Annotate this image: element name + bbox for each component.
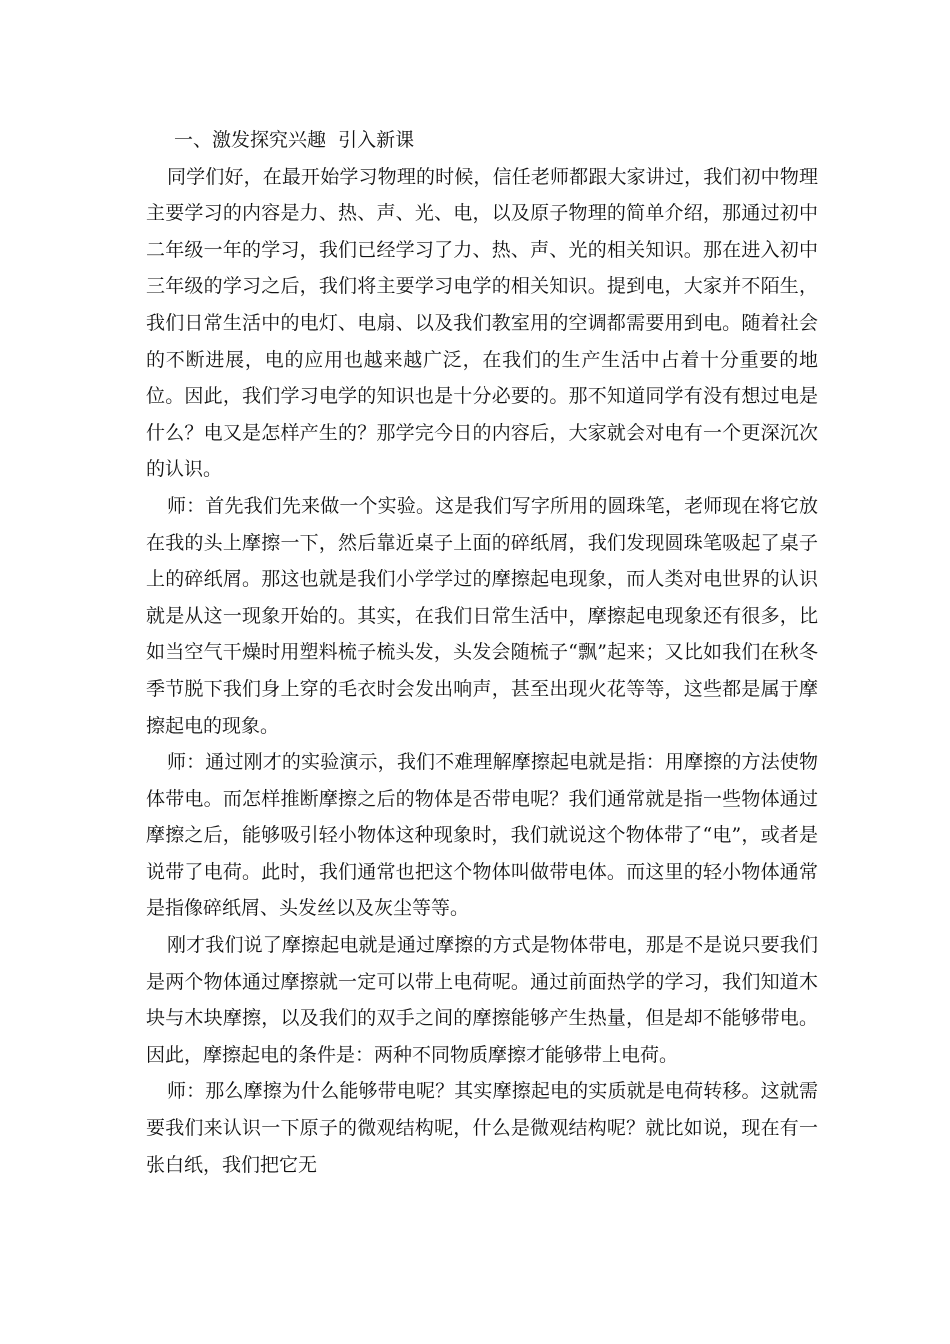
document-body (146, 122, 818, 1183)
paragraph-condition: 刚才我们说了摩擦起电就是通过摩擦的方式是物体带电，那是不是说只要我们是两个物体通过摩擦就一定可以带上电荷呢。通过前面热学的学习，我们知道木块与木块摩擦，以及我们的双手之间的摩擦能够产生热量，但是却不能够带电。因此，摩擦起电的条件是：两种不同物质摩擦才能够带上电荷。 (146, 934, 818, 1066)
paragraph-definition: 师：通过刚才的实验演示，我们不难理解摩擦起电就是指：用摩擦的方法使物体带电。而怎样推断摩擦之后的物体是否带电呢？我们通常就是指一些物体通过摩擦之后，能够吸引轻小物体这种现象时，我们就说这个物体带了“电”，或者是说带了电荷。此时，我们通常也把这个物体叫做带电体。而这里的轻小物体通常是指像碎纸屑、头发丝以及灰尘等等。 (146, 751, 818, 920)
paragraph-essence: 师：那么摩擦为什么能够带电呢？其实摩擦起电的实质就是电荷转移。这就需要我们来认识一下原子的微观结构呢，什么是微观结构呢？就比如说，现在有一张白纸，我们把它无 (146, 1080, 818, 1176)
section-heading: 一、激发探究兴趣 引入新课 (174, 129, 415, 151)
paragraph-intro: 同学们好，在最开始学习物理的时候，信任老师都跟大家讲过，我们初中物理主要学习的内容是力、热、声、光、电，以及原子物理的简单介绍，那通过初中二年级一年的学习，我们已经学习了力、热、声、光的相关知识。那在进入初中三年级的学习之后，我们将主要学习电学的相关知识。提到电，大家并不陌生，我们日常生活中的电灯、电扇、以及我们教室用的空调都需要用到电。随着社会的不断进展，电的应用也越来越广泛，在我们的生产生活中占着十分重要的地位。因此，我们学习电学的知识也是十分必要的。那不知道同学有没有想过电是什么？电又是怎样产生的？那学完今日的内容后，大家就会对电有一个更深沉次的认识。 (146, 165, 818, 481)
paragraph-experiment: 师：首先我们先来做一个实验。这是我们写字所用的圆珠笔，老师现在将它放在我的头上摩擦一下，然后靠近桌子上面的碎纸屑，我们发现圆珠笔吸起了桌子上的碎纸屑。那这也就是我们小学学过的摩擦起电现象，而人类对电世界的认识就是从这一现象开始的。其实，在我们日常生活中，摩擦起电现象还有很多，比如当空气干燥时用塑料梳子梳头发，头发会随梳子“飘”起来；又比如我们在秋冬季节脱下我们身上穿的毛衣时会发出响声，甚至出现火花等等，这些都是属于摩擦起电的现象。 (146, 494, 818, 737)
